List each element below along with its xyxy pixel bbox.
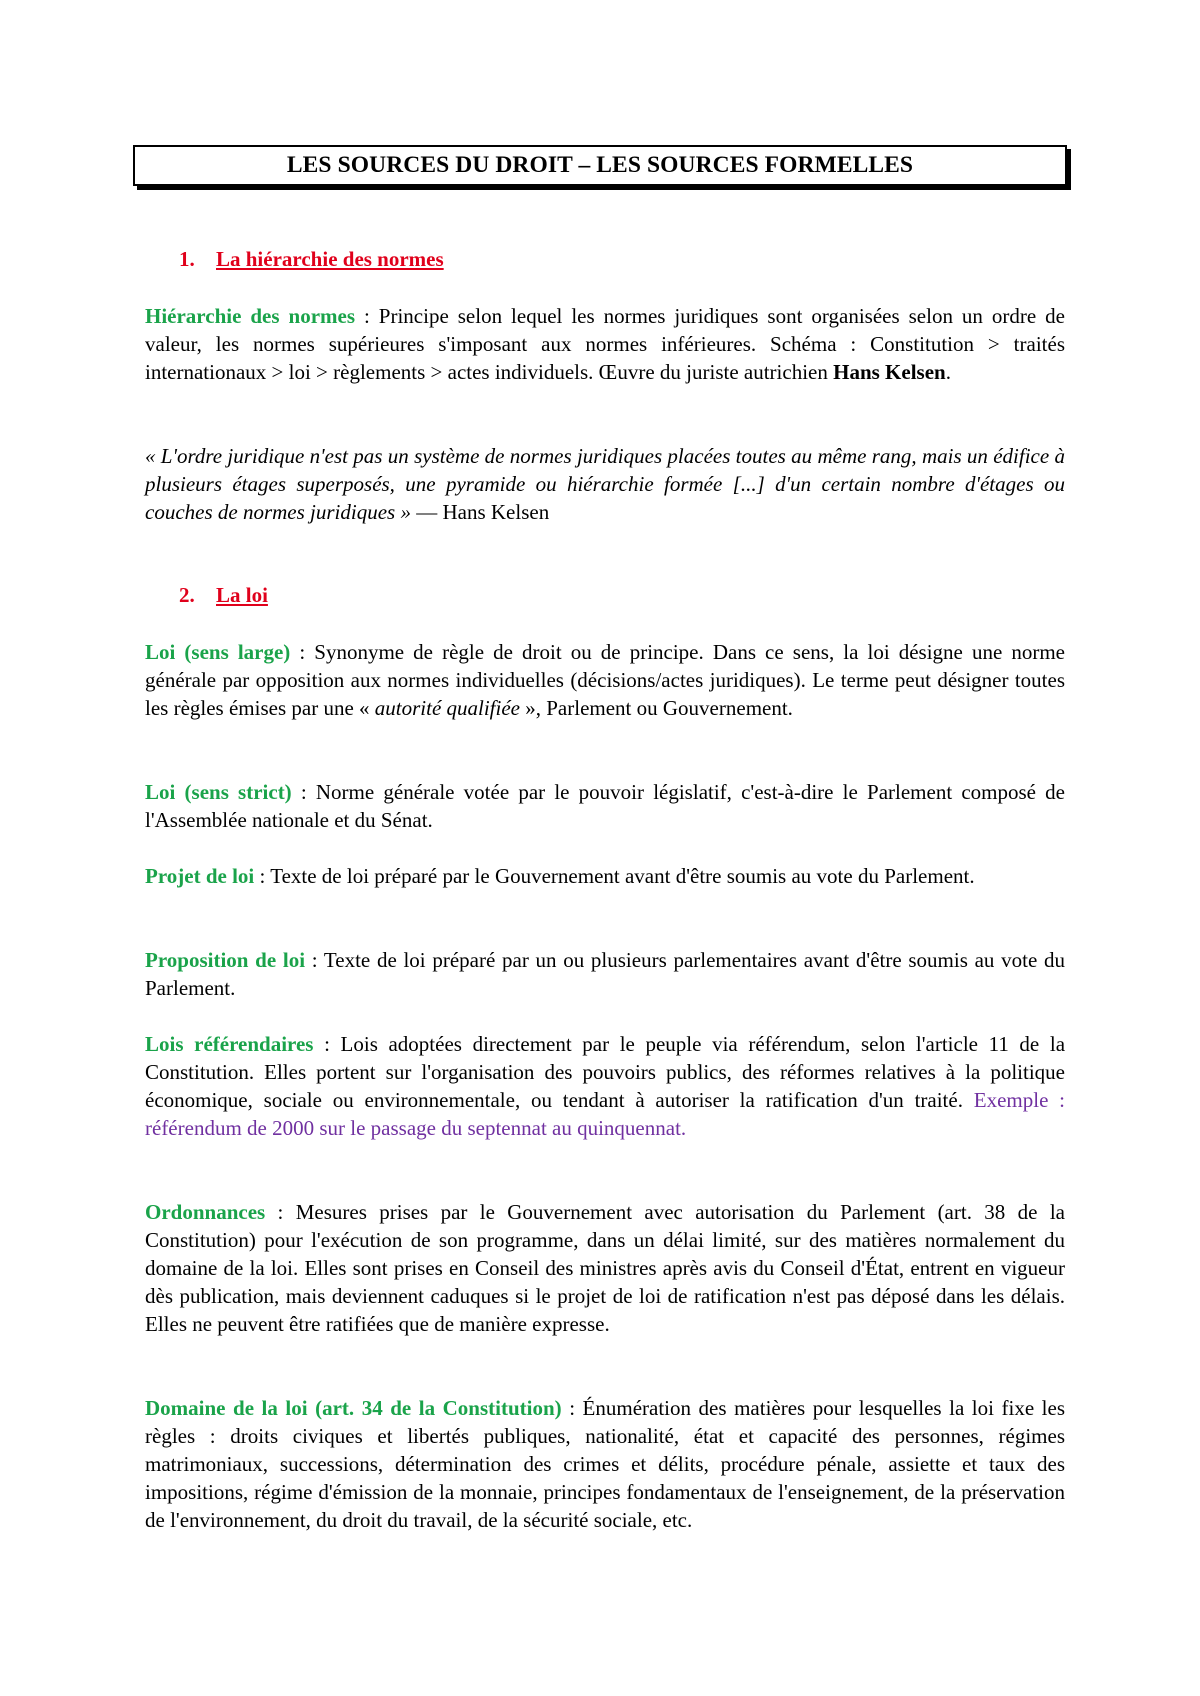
definition-projet-de-loi [145, 862, 1065, 890]
definition-text: : Énumération des matières pour lesquelles la loi fixe les règles : droits civiques et libertés publiques, nationalité, état et capacité des personnes, régimes matrimoniaux, successions, détermination des crimes et délits, procédure pénale, assiette et taux des impositions, régime d'émission de la monnaie, principes fondamentaux de l'enseignement, de la préservation de l'environnement, du droit du travail, de la sécurité sociale, etc. [145, 1396, 1065, 1532]
term-label: Loi (sens strict) [145, 780, 292, 804]
definition-lois-referendaires [145, 1030, 1065, 1142]
quote-attribution: — Hans Kelsen [410, 500, 550, 524]
term-label: Ordonnances [145, 1200, 266, 1224]
definition-text: : Principe selon lequel les normes juridiques sont organisées selon un ordre de valeur, les normes supérieures s'imposant aux normes inférieures. Schéma : Constitution > traités internationaux > loi > règlements > actes individuels. Œuvre du juriste autrichien [145, 304, 1065, 384]
section-heading-1 [179, 247, 444, 272]
definition-domaine-de-la-loi [145, 1394, 1065, 1534]
section-number: 2. [179, 583, 195, 607]
definition-loi-sens-strict [145, 778, 1065, 834]
definition-italic: autorité qualifiée [374, 696, 520, 720]
term-label: Projet de loi [145, 864, 255, 888]
definition-text: : Lois adoptées directement par le peuple via référendum, selon l'article 11 de la Constitution. Elles portent sur l'organisation des pouvoirs publics, des réformes relatives à la politique économique, sociale ou environnementale, ou tendant à autoriser la ratification d'un traité. [145, 1032, 1066, 1112]
author-name: Hans Kelsen [833, 360, 946, 384]
section-number: 1. [179, 247, 195, 271]
definition-hierarchie [145, 302, 1065, 386]
kelsen-quote [145, 442, 1065, 526]
definition-text: : Texte de loi préparé par un ou plusieurs parlementaires avant d'être soumis au vote du Parlement. [145, 948, 1065, 1000]
document-title-box [133, 145, 1067, 186]
definition-text: : Mesures prises par le Gouvernement avec autorisation du Parlement (art. 38 de la Constitution) pour l'exécution de son programme, dans un délai limité, sur des matières normalement du domaine de la loi. Elles sont prises en Conseil des ministres après avis du Conseil d'État, entrent en vigueur dès publication, mais deviennent caduques si le projet de loi de ratification n'est pas déposé dans les délais. Elles ne peuvent être ratifiées que de manière expresse. [145, 1200, 1065, 1336]
term-label: Domaine de la loi (art. 34 de la Constitution) [145, 1396, 562, 1420]
term-label: Hiérarchie des normes [145, 304, 356, 328]
term-label: Lois référendaires [145, 1032, 314, 1056]
definition-end: . [945, 360, 951, 384]
term-label: Proposition de loi [145, 948, 306, 972]
definition-text: : Texte de loi préparé par le Gouvernement avant d'être soumis au vote du Parlement. [254, 864, 975, 888]
definition-proposition-de-loi [145, 946, 1065, 1002]
definition-loi-sens-large [145, 638, 1065, 722]
document-title: LES SOURCES DU DROIT – LES SOURCES FORMELLES [286, 152, 914, 178]
definition-ordonnances [145, 1198, 1065, 1338]
section-title: La hiérarchie des normes [216, 247, 444, 271]
term-label: Loi (sens large) [145, 640, 291, 664]
section-title: La loi [216, 583, 268, 607]
definition-text: : Synonyme de règle de droit ou de principe. Dans ce sens, la loi désigne une norme générale par opposition aux normes individuelles (décisions/actes juridiques). Le terme peut désigner toutes les règles émises par une « [145, 640, 1065, 720]
quote-text: « L'ordre juridique n'est pas un système de normes juridiques placées toutes au même rang, mais un édifice à plusieurs étages superposés, une pyramide ou hiérarchie formée [...] d'un certain nombre d'étages ou couches de normes juridiques » [145, 444, 1065, 524]
example-text: Exemple : référendum de 2000 sur le passage du septennat au quinquennat. [145, 1088, 1065, 1140]
definition-text-end: », Parlement ou Gouvernement. [520, 696, 793, 720]
section-heading-2 [179, 583, 268, 608]
definition-text: : Norme générale votée par le pouvoir législatif, c'est-à-dire le Parlement composé de l'Assemblée nationale et du Sénat. [145, 780, 1065, 832]
